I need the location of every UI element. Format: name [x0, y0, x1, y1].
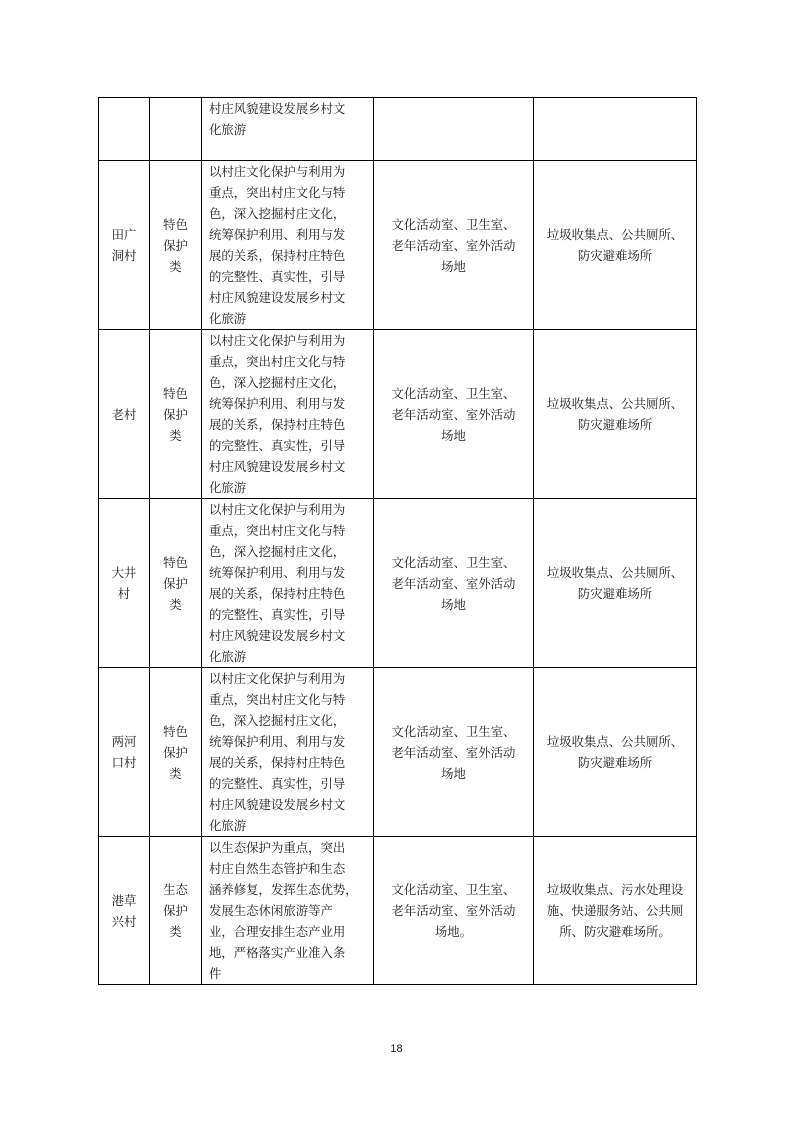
development-strategy-cell: 以村庄文化保护与利用为 重点，突出村庄文化与特 色，深入挖掘村庄文化， 统筹保护利用、利用与发 展的关系，保持村庄特色 的完整性、真实性，引导 村庄风貌建设发展乡村文 化旅游: [202, 330, 374, 499]
village-name-cell: 港草 兴村: [99, 837, 150, 985]
public-facilities-cell: [374, 98, 534, 161]
development-strategy-cell: 以生态保护为重点，突出 村庄自然生态管护和生态 涵养修复，发挥生态优势， 发展生态休闲旅游等产 业，合理安排生态产业用 地，严格落实产业准入条 件: [202, 837, 374, 985]
development-strategy-cell: 村庄风貌建设发展乡村文 化旅游: [202, 98, 374, 161]
village-name-cell: 大井 村: [99, 499, 150, 668]
municipal-facilities-cell: 垃圾收集点、公共厕所、 防灾避难场所: [534, 668, 697, 837]
public-facilities-cell: 文化活动室、卫生室、 老年活动室、室外活动 场地。: [374, 837, 534, 985]
municipal-facilities-cell: 垃圾收集点、公共厕所、 防灾避难场所: [534, 499, 697, 668]
table-row: [99, 330, 697, 499]
table-row: [99, 161, 697, 330]
village-type-cell: 特色 保护 类: [150, 668, 202, 837]
village-name-cell: 老村: [99, 330, 150, 499]
table-row: [99, 98, 697, 161]
page-number: 18: [390, 1043, 403, 1055]
municipal-facilities-cell: [534, 98, 697, 161]
municipal-facilities-cell: 垃圾收集点、污水处理设 施、快递服务站、公共厕 所、防灾避难场所。: [534, 837, 697, 985]
village-name-cell: [99, 98, 150, 161]
village-type-cell: 生态 保护 类: [150, 837, 202, 985]
village-name-cell: 田广 洞村: [99, 161, 150, 330]
village-type-cell: [150, 98, 202, 161]
public-facilities-cell: 文化活动室、卫生室、 老年活动室、室外活动 场地: [374, 330, 534, 499]
development-strategy-cell: 以村庄文化保护与利用为 重点，突出村庄文化与特 色，深入挖掘村庄文化， 统筹保护利用、利用与发 展的关系，保持村庄特色 的完整性、真实性，引导 村庄风貌建设发展乡村文 化旅游: [202, 668, 374, 837]
village-planning-table: [98, 97, 697, 985]
development-strategy-cell: 以村庄文化保护与利用为 重点，突出村庄文化与特 色，深入挖掘村庄文化， 统筹保护利用、利用与发 展的关系，保持村庄特色 的完整性、真实性，引导 村庄风貌建设发展乡村文 化旅游: [202, 161, 374, 330]
village-type-cell: 特色 保护 类: [150, 330, 202, 499]
municipal-facilities-cell: 垃圾收集点、公共厕所、 防灾避难场所: [534, 330, 697, 499]
public-facilities-cell: 文化活动室、卫生室、 老年活动室、室外活动 场地: [374, 499, 534, 668]
village-name-cell: 两河 口村: [99, 668, 150, 837]
public-facilities-cell: 文化活动室、卫生室、 老年活动室、室外活动 场地: [374, 668, 534, 837]
development-strategy-cell: 以村庄文化保护与利用为 重点，突出村庄文化与特 色，深入挖掘村庄文化， 统筹保护利用、利用与发 展的关系，保持村庄特色 的完整性、真实性，引导 村庄风貌建设发展乡村文 化旅游: [202, 499, 374, 668]
table-row: [99, 837, 697, 985]
table-row: [99, 668, 697, 837]
table-row: [99, 499, 697, 668]
public-facilities-cell: 文化活动室、卫生室、 老年活动室、室外活动 场地: [374, 161, 534, 330]
village-type-cell: 特色 保护 类: [150, 499, 202, 668]
village-type-cell: 特色 保护 类: [150, 161, 202, 330]
municipal-facilities-cell: 垃圾收集点、公共厕所、 防灾避难场所: [534, 161, 697, 330]
